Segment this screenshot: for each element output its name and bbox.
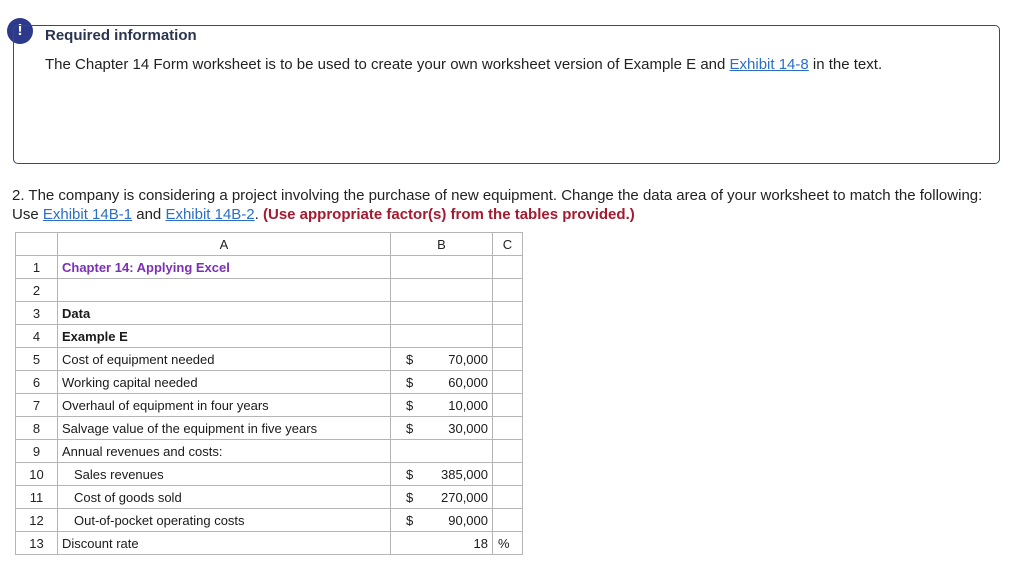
cell-a-label: Chapter 14: Applying Excel <box>58 256 391 279</box>
table-row <box>16 348 523 371</box>
cell-a-label: Discount rate <box>58 532 391 555</box>
table-row <box>16 532 523 555</box>
cell-b-value <box>391 394 493 417</box>
alert-icon: ! <box>7 18 33 44</box>
question-text-before: 2. The company is considering a project involving the purchase of new equipment. Change the data area of your worksheet to match the following: Use <box>12 187 983 223</box>
cell-c-unit <box>493 325 523 348</box>
cell-a-label: Example E <box>58 325 391 348</box>
row-number: 3 <box>16 302 58 325</box>
currency-symbol: $ <box>406 467 414 482</box>
cell-c-unit <box>493 256 523 279</box>
amount-value: 70,000 <box>448 352 488 367</box>
row-number: 4 <box>16 325 58 348</box>
table-row <box>16 325 523 348</box>
table-row <box>16 440 523 463</box>
table-row <box>16 302 523 325</box>
amount-value: 90,000 <box>448 513 488 528</box>
row-number: 6 <box>16 371 58 394</box>
cell-a-label: Overhaul of equipment in four years <box>58 394 391 417</box>
info-text <box>45 55 945 74</box>
amount-value: 270,000 <box>441 490 488 505</box>
cell-c-unit <box>493 440 523 463</box>
cell-b-value <box>391 348 493 371</box>
cell-b-value <box>391 532 493 555</box>
table-row <box>16 371 523 394</box>
cell-b-value <box>391 256 493 279</box>
info-text-after: in the text. <box>808 56 883 73</box>
question-period: . <box>254 206 263 223</box>
row-number: 7 <box>16 394 58 417</box>
column-header-b: B <box>391 233 493 256</box>
row-number: 10 <box>16 463 58 486</box>
required-information-box <box>13 25 1000 164</box>
currency-symbol: $ <box>406 398 414 413</box>
cell-b-value <box>391 509 493 532</box>
question-text <box>12 186 1012 224</box>
cell-a-label: Out-of-pocket operating costs <box>58 509 391 532</box>
corner-cell <box>16 233 58 256</box>
cell-c-unit <box>493 279 523 302</box>
row-number: 13 <box>16 532 58 555</box>
cell-c-unit <box>493 486 523 509</box>
cell-c-unit <box>493 463 523 486</box>
column-header-c: C <box>493 233 523 256</box>
question-middle: and <box>132 206 166 223</box>
cell-a-label: Sales revenues <box>58 463 391 486</box>
cell-a-label: Working capital needed <box>58 371 391 394</box>
worksheet-table <box>15 232 523 555</box>
info-text-before: The Chapter 14 Form worksheet is to be used to create your own worksheet version of Example E and <box>45 56 730 73</box>
cell-a-label: Data <box>58 302 391 325</box>
cell-c-unit <box>493 302 523 325</box>
amount-value: 10,000 <box>448 398 488 413</box>
cell-c-unit <box>493 394 523 417</box>
amount-value: 30,000 <box>448 421 488 436</box>
table-row <box>16 256 523 279</box>
cell-b-value <box>391 417 493 440</box>
amount-value: 18 <box>473 536 488 551</box>
cell-c-unit <box>493 348 523 371</box>
table-row <box>16 394 523 417</box>
row-number: 5 <box>16 348 58 371</box>
cell-b-value <box>391 486 493 509</box>
amount-value: 60,000 <box>448 375 488 390</box>
column-header-a: A <box>58 233 391 256</box>
cell-a-label: Cost of goods sold <box>58 486 391 509</box>
cell-a-label: Annual revenues and costs: <box>58 440 391 463</box>
exhibit-14b-1-link[interactable]: Exhibit 14B-1 <box>42 206 133 223</box>
cell-b-value <box>391 302 493 325</box>
cell-b-value <box>391 440 493 463</box>
cell-b-value <box>391 371 493 394</box>
table-row <box>16 417 523 440</box>
cell-a-label <box>58 279 391 302</box>
cell-a-label: Salvage value of the equipment in five years <box>58 417 391 440</box>
row-number: 1 <box>16 256 58 279</box>
cell-b-value <box>391 279 493 302</box>
cell-c-unit: % <box>493 532 523 555</box>
table-row <box>16 486 523 509</box>
table-row <box>16 463 523 486</box>
exhibit-14b-2-link[interactable]: Exhibit 14B-2 <box>165 206 255 223</box>
row-number: 2 <box>16 279 58 302</box>
currency-symbol: $ <box>406 375 414 390</box>
cell-b-value <box>391 463 493 486</box>
table-row <box>16 509 523 532</box>
row-number: 11 <box>16 486 58 509</box>
exhibit-14-8-link[interactable]: Exhibit 14-8 <box>729 56 809 73</box>
cell-c-unit <box>493 371 523 394</box>
info-title: Required information <box>45 27 197 44</box>
question-hint: (Use appropriate factor(s) from the tables provided.) <box>263 206 635 223</box>
cell-a-label: Cost of equipment needed <box>58 348 391 371</box>
currency-symbol: $ <box>406 513 414 528</box>
cell-c-unit <box>493 417 523 440</box>
cell-c-unit <box>493 509 523 532</box>
row-number: 8 <box>16 417 58 440</box>
table-row <box>16 279 523 302</box>
currency-symbol: $ <box>406 421 414 436</box>
column-header-row <box>16 233 523 256</box>
currency-symbol: $ <box>406 352 414 367</box>
cell-b-value <box>391 325 493 348</box>
row-number: 9 <box>16 440 58 463</box>
amount-value: 385,000 <box>441 467 488 482</box>
currency-symbol: $ <box>406 490 414 505</box>
row-number: 12 <box>16 509 58 532</box>
